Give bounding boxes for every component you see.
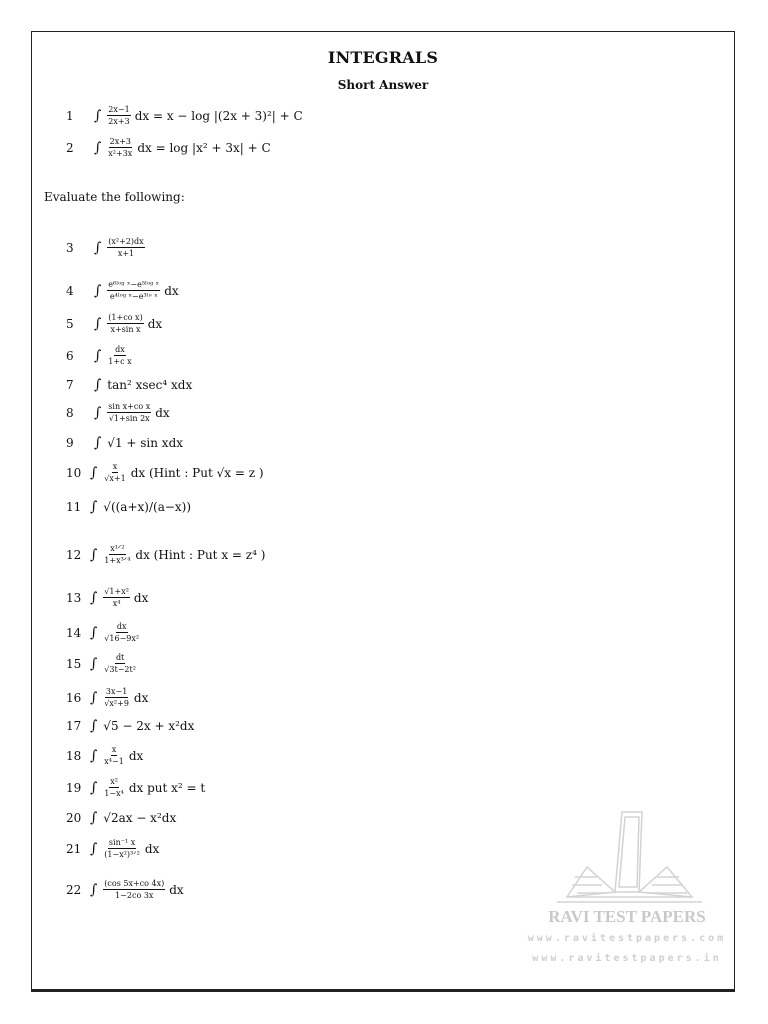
- integral-sign: ∫: [90, 464, 98, 481]
- question-number: 2: [66, 140, 74, 155]
- denominator: 1+x³ᐟ⁴: [104, 556, 131, 565]
- integral-sign: ∫: [90, 655, 98, 672]
- question-number: 16: [66, 690, 82, 705]
- expression-tail: √5 − 2x + x²dx: [103, 719, 195, 733]
- integral-expression: [90, 777, 205, 798]
- expression-tail: dx = x − log |(2x + 3)²| + C: [134, 108, 303, 123]
- fraction: [107, 137, 133, 158]
- question-number: 8: [66, 405, 74, 420]
- numerator: dx: [116, 622, 127, 631]
- integral-expression: [90, 653, 139, 674]
- question-number: 18: [66, 748, 82, 763]
- page-subtitle: Short Answer: [337, 78, 429, 92]
- integral-sign: ∫: [94, 404, 102, 421]
- fraction: [103, 587, 130, 608]
- expression-tail: dx: [169, 882, 184, 897]
- expression-tail: dx: [128, 748, 144, 763]
- numerator: x¹ᐟ²: [110, 544, 125, 553]
- integral-sign: ∫: [90, 689, 98, 706]
- denominator: √x²+9: [104, 699, 129, 708]
- integral-sign: ∫: [90, 810, 98, 826]
- question-item: [66, 622, 142, 643]
- denominator: x+sin x: [110, 325, 141, 334]
- question-item: [66, 137, 271, 158]
- integral-sign: ∫: [94, 107, 102, 124]
- denominator: √3t−2t²: [104, 665, 136, 674]
- integral-sign: ∫: [94, 347, 102, 364]
- numerator: e⁶ˡᵒᵍ ˣ−e⁵ˡᵒᵍ ˣ: [108, 280, 160, 289]
- denominator: x+1: [117, 249, 135, 258]
- fraction: [103, 745, 125, 766]
- question-number: 1: [66, 108, 74, 123]
- integral-sign: ∫: [90, 589, 98, 606]
- integral-expression: [90, 838, 159, 859]
- question-number: 22: [66, 882, 82, 897]
- numerator: 3x−1: [105, 687, 128, 696]
- integral-expression: [94, 105, 303, 126]
- integral-sign: ∫: [90, 718, 98, 734]
- denominator: x⁴−1: [104, 757, 124, 766]
- question-item: [66, 377, 192, 393]
- watermark-brand: RAVI TEST PAPERS: [548, 907, 706, 926]
- question-item: [66, 345, 135, 366]
- fraction: [103, 879, 165, 900]
- integral-expression: [90, 879, 184, 900]
- question-item: [66, 745, 143, 766]
- question-number: 3: [66, 240, 74, 255]
- integral-sign: ∫: [90, 624, 98, 641]
- integral-sign: ∫: [94, 282, 102, 299]
- integral-sign: ∫: [94, 239, 102, 256]
- integral-expression: [90, 544, 265, 565]
- integral-expression: [94, 345, 135, 366]
- denominator: √x+1: [104, 474, 126, 483]
- integral-expression: [94, 280, 179, 301]
- page-title: INTEGRALS: [327, 48, 439, 67]
- question-item: [66, 879, 184, 900]
- integral-sign: ∫: [90, 779, 98, 796]
- expression-tail: √2ax − x²dx: [103, 811, 177, 825]
- question-number: 15: [66, 656, 82, 671]
- expression-tail: dx put x² = t: [128, 780, 206, 795]
- numerator: (cos 5x+co 4x): [104, 879, 165, 888]
- integral-expression: [90, 687, 148, 708]
- integral-sign: ∫: [90, 499, 98, 515]
- numerator: (1+co x): [108, 313, 143, 322]
- numerator: sin x+co x: [108, 402, 151, 411]
- denominator: 2x+3: [108, 117, 130, 126]
- question-number: 19: [66, 780, 82, 795]
- question-item: [66, 810, 176, 826]
- fraction: [103, 544, 131, 565]
- fraction: [103, 462, 126, 483]
- integral-expression: [94, 237, 147, 258]
- question-number: 9: [66, 436, 74, 450]
- integral-sign: ∫: [90, 546, 98, 563]
- question-item: [66, 402, 170, 423]
- expression-tail: dx: [155, 405, 170, 420]
- fraction: [103, 838, 141, 859]
- expression-tail: tan² xsec⁴ xdx: [107, 378, 193, 392]
- watermark-url-com: www.ravitestpapers.com: [527, 933, 727, 944]
- integral-expression: [90, 462, 264, 483]
- expression-tail: dx: [133, 590, 149, 605]
- numerator: 2x−1: [108, 105, 130, 114]
- integral-sign: ∫: [94, 435, 102, 451]
- fraction: [107, 237, 144, 258]
- question-item: [66, 499, 191, 515]
- fraction: [103, 622, 140, 643]
- question-item: [66, 280, 179, 301]
- laptop-book-icon: [527, 807, 727, 907]
- integral-sign: ∫: [90, 840, 98, 857]
- integral-expression: [90, 622, 142, 643]
- expression-tail: dx (Hint : Put √x = z ): [130, 465, 264, 480]
- denominator: √16−9x²: [104, 634, 140, 643]
- integral-expression: [94, 377, 192, 393]
- question-number: 14: [66, 625, 82, 640]
- question-item: [66, 435, 183, 451]
- numerator: sin⁻¹ x: [108, 838, 136, 847]
- question-item: [66, 653, 139, 674]
- integral-sign: ∫: [90, 881, 98, 898]
- expression-tail: dx (Hint : Put x = z⁴ ): [135, 547, 266, 562]
- integral-expression: [90, 718, 194, 734]
- fraction: [107, 345, 132, 366]
- question-number: 21: [66, 841, 82, 856]
- integral-expression: [94, 435, 183, 451]
- question-number: 13: [66, 590, 82, 605]
- question-number: 10: [66, 465, 82, 480]
- numerator: x: [111, 745, 117, 754]
- expression-tail: dx = log |x² + 3x| + C: [137, 140, 271, 155]
- fraction: [107, 313, 143, 334]
- denominator: (1−x²)³ᐟ²: [104, 850, 140, 859]
- fraction: [107, 402, 151, 423]
- integral-sign: ∫: [94, 377, 102, 393]
- question-number: 4: [66, 283, 74, 298]
- fraction: [103, 687, 130, 708]
- integral-expression: [90, 587, 148, 608]
- denominator: x⁴: [112, 599, 121, 608]
- fraction: [107, 280, 160, 301]
- expression-tail: √1 + sin xdx: [107, 436, 184, 450]
- denominator: 1+c x: [108, 357, 132, 366]
- denominator: 1−x⁴: [104, 789, 124, 798]
- question-item: [66, 687, 148, 708]
- question-number: 17: [66, 719, 82, 733]
- integral-expression: [90, 745, 143, 766]
- question-item: [66, 462, 264, 483]
- integral-sign: ∫: [94, 139, 102, 156]
- integral-sign: ∫: [90, 747, 98, 764]
- expression-tail: √((a+x)/(a−x)): [103, 500, 192, 514]
- expression-tail: dx: [133, 690, 149, 705]
- integral-expression: [90, 499, 191, 515]
- numerator: 2x+3: [109, 137, 132, 146]
- question-item: [66, 544, 265, 565]
- question-item: [66, 237, 147, 258]
- question-number: 12: [66, 547, 82, 562]
- denominator: 1−2co 3x: [115, 891, 154, 900]
- question-number: 11: [66, 500, 82, 514]
- integral-expression: [94, 402, 170, 423]
- question-number: 6: [66, 348, 74, 363]
- question-item: [66, 777, 205, 798]
- numerator: dt: [115, 653, 125, 662]
- integral-expression: [94, 137, 271, 158]
- numerator: dx: [115, 345, 125, 354]
- question-item: [66, 313, 162, 334]
- integral-expression: [94, 313, 162, 334]
- fraction: [107, 105, 130, 126]
- denominator: e⁴ˡᵒᵍ ˣ−e³ˡᵒ ˣ: [109, 292, 158, 301]
- fraction: [103, 777, 125, 798]
- question-number: 7: [66, 378, 74, 392]
- numerator: (x²+2)dx: [108, 237, 144, 246]
- instruction-text: Evaluate the following:: [44, 190, 185, 204]
- integral-sign: ∫: [94, 315, 102, 332]
- numerator: x²: [110, 777, 118, 786]
- question-item: [66, 718, 194, 734]
- denominator: √1+sin 2x: [108, 414, 150, 423]
- numerator: x: [112, 462, 118, 471]
- question-item: [66, 105, 303, 126]
- watermark-url-in: www.ravitestpapers.in: [532, 953, 722, 964]
- question-item: [66, 587, 148, 608]
- denominator: x²+3x: [108, 149, 133, 158]
- fraction: [103, 653, 137, 674]
- question-number: 20: [66, 811, 82, 825]
- expression-tail: dx: [164, 283, 179, 298]
- worksheet-page: [31, 31, 735, 992]
- question-number: 5: [66, 316, 74, 331]
- expression-tail: dx: [144, 841, 160, 856]
- question-item: [66, 838, 159, 859]
- watermark: [527, 807, 727, 997]
- expression-tail: dx: [147, 316, 163, 331]
- numerator: √1+x²: [104, 587, 129, 596]
- integral-expression: [90, 810, 176, 826]
